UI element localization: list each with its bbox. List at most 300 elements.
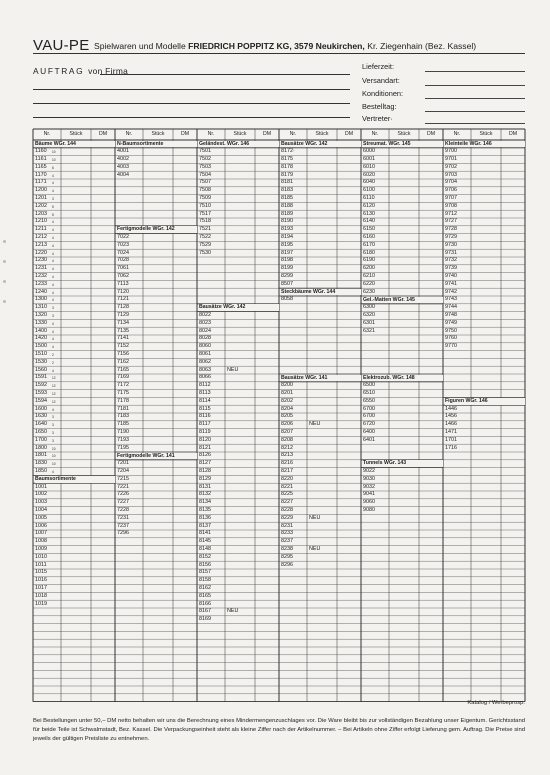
article-number: 6300 bbox=[363, 304, 375, 311]
article-number: 1015 bbox=[35, 569, 47, 576]
column-header-dm: DM bbox=[508, 131, 518, 137]
article-number: 1716 bbox=[445, 444, 457, 451]
article-number: 7165 bbox=[117, 366, 129, 373]
article-number: 8119 bbox=[199, 429, 211, 435]
article-number: 7190 bbox=[117, 429, 129, 435]
article-number: 1171 bbox=[35, 179, 47, 186]
article-number: 8135 bbox=[199, 507, 211, 513]
article-number: 7228 bbox=[117, 507, 129, 513]
article-number: 1220 bbox=[35, 249, 47, 256]
column-header-stueck: Stück bbox=[397, 131, 411, 137]
column-header-stueck: Stück bbox=[69, 131, 83, 137]
column-header-stueck: Stück bbox=[151, 131, 165, 137]
article-number: 8141 bbox=[199, 530, 211, 537]
article-number: 1600 bbox=[35, 405, 47, 412]
brand-name: VAU-PE bbox=[33, 37, 90, 54]
article-number: 1017 bbox=[35, 585, 47, 591]
article-number: 7121 bbox=[117, 296, 129, 303]
article-number: 8228 bbox=[281, 507, 293, 513]
article-number: 1830 bbox=[35, 460, 47, 467]
section-header: N-Baumsortimente bbox=[117, 141, 197, 148]
article-number: 9744 bbox=[445, 304, 457, 311]
article-number: 9739 bbox=[445, 265, 457, 272]
article-number: 8115 bbox=[199, 405, 211, 412]
article-number: 7061 bbox=[117, 265, 129, 272]
article-number: 7215 bbox=[117, 475, 129, 482]
section-header: Bausätze WGr. 142 bbox=[199, 304, 279, 311]
article-number: 8066 bbox=[199, 374, 211, 381]
article-number: 9742 bbox=[445, 288, 457, 295]
section-header: Baumsortimente bbox=[35, 476, 115, 483]
article-number: 7128 bbox=[117, 304, 129, 311]
article-number: 1630 bbox=[35, 413, 47, 420]
column-header-stueck: Stück bbox=[479, 131, 493, 137]
article-number: 4002 bbox=[117, 156, 129, 162]
article-number: 8189 bbox=[281, 210, 293, 217]
packaging-unit: 4 bbox=[52, 329, 54, 334]
article-number: 7510 bbox=[199, 202, 211, 209]
order-field-label: Lieferzeit: bbox=[362, 62, 395, 71]
article-number: 8213 bbox=[281, 452, 293, 459]
article-number: 8162 bbox=[199, 585, 211, 591]
article-number: 8134 bbox=[199, 499, 211, 506]
section-header: Figuren WGr. 146 bbox=[445, 398, 525, 405]
article-number: 6220 bbox=[363, 280, 375, 287]
article-number: 7518 bbox=[199, 218, 211, 225]
article-number: 9703 bbox=[445, 171, 457, 178]
article-number: 8165 bbox=[199, 592, 211, 599]
section-header: Bausätze WGr. 141 bbox=[281, 375, 361, 382]
article-number: 7113 bbox=[117, 280, 129, 287]
packaging-unit: 5 bbox=[52, 212, 54, 217]
section-header: Geländest. WGr. 146 bbox=[199, 141, 279, 148]
packaging-unit: 4 bbox=[52, 337, 54, 342]
article-number: 8175 bbox=[281, 156, 293, 162]
article-number: 1232 bbox=[35, 273, 47, 279]
article-number: 7178 bbox=[117, 397, 129, 404]
packaging-unit: 4 bbox=[52, 181, 54, 186]
terms-text: Bei Bestellungen unter 50,– DM netto behalten wir uns die Berechnung eines Mindermengenzuschlages vor. Die Ware bleibt bis zur vollständigen Bezahlung unser Eigentum. Gerichtsstand für beide Teile ist Schwalmstadt, Bez. Kassel. Die Verpackungseinheit steht als kleine Ziffer nach der Artikelnummer. – Bei Artikeln ohne Ziffer erfolgt Lieferung gem. Auftrag. Die Preise sind jeweils der gültigen Preisliste zu entnehmen. bbox=[33, 718, 525, 742]
article-number: 6040 bbox=[363, 179, 375, 186]
article-number: 6000 bbox=[363, 148, 375, 155]
article-number: 6130 bbox=[363, 210, 375, 217]
article-number: 8129 bbox=[199, 475, 211, 482]
article-number: 8299 bbox=[281, 273, 293, 279]
article-number: 6140 bbox=[363, 218, 375, 225]
article-number: 9740 bbox=[445, 273, 457, 279]
article-number: 8156 bbox=[199, 561, 211, 568]
article-number: 8202 bbox=[281, 397, 293, 404]
column-header-dm: DM bbox=[262, 131, 272, 137]
article-number: 1700 bbox=[35, 436, 47, 443]
order-field-label: Versandart: bbox=[362, 76, 400, 85]
article-number: 8120 bbox=[199, 436, 211, 443]
article-number: 1800 bbox=[35, 444, 47, 451]
punch-mark bbox=[3, 280, 6, 283]
article-number: 1701 bbox=[445, 436, 457, 443]
packaging-unit: 3 bbox=[52, 314, 54, 318]
article-number: 7172 bbox=[117, 382, 129, 389]
article-number: 9704 bbox=[445, 179, 457, 186]
article-number: 7507 bbox=[199, 179, 211, 186]
article-number: 7120 bbox=[117, 288, 129, 295]
article-number: 1161 bbox=[35, 156, 47, 162]
packaging-unit: 4 bbox=[52, 189, 54, 194]
article-number: 8117 bbox=[199, 421, 211, 428]
article-number: 9748 bbox=[445, 312, 457, 318]
subtitle-company: FRIEDRICH POPPITZ KG, 3579 Neukirchen, bbox=[188, 41, 365, 51]
article-number: 7502 bbox=[199, 156, 211, 162]
article-number: 7522 bbox=[199, 234, 211, 240]
article-number: 6010 bbox=[363, 163, 375, 170]
packaging-unit: 4 bbox=[52, 298, 54, 303]
article-number: 8136 bbox=[199, 514, 211, 521]
article-number: 8113 bbox=[199, 390, 211, 396]
article-number: 8208 bbox=[281, 436, 293, 443]
article-number: 8227 bbox=[281, 499, 293, 506]
packaging-unit: 10 bbox=[52, 446, 56, 451]
packaging-unit: 12 bbox=[52, 376, 56, 381]
article-number: 1001 bbox=[35, 483, 47, 490]
article-number: 1213 bbox=[35, 241, 47, 248]
article-number: 9732 bbox=[445, 257, 457, 264]
article-number: 8028 bbox=[199, 335, 211, 342]
article-number: 9080 bbox=[363, 507, 375, 513]
article-number: 1400 bbox=[35, 327, 47, 334]
article-number: 6400 bbox=[363, 429, 375, 435]
article-number: 8116 bbox=[199, 413, 211, 420]
article-number: 6160 bbox=[363, 234, 375, 240]
packaging-unit: 3 bbox=[52, 423, 54, 428]
article-number: 6510 bbox=[363, 390, 375, 396]
article-number: 1019 bbox=[35, 600, 47, 607]
article-number: 1471 bbox=[445, 429, 457, 435]
article-number: 7152 bbox=[117, 343, 129, 350]
article-number: 7237 bbox=[117, 522, 129, 529]
section-header: Bäume WGr. 144 bbox=[35, 141, 115, 148]
article-number: 7530 bbox=[199, 249, 211, 256]
packaging-unit: 2 bbox=[52, 360, 54, 365]
punch-mark bbox=[3, 300, 6, 303]
article-number: 6700 bbox=[363, 413, 375, 420]
article-number: 7141 bbox=[117, 335, 129, 342]
packaging-unit: 3 bbox=[52, 431, 54, 435]
article-number: 9708 bbox=[445, 202, 457, 209]
column-header-dm: DM bbox=[426, 131, 436, 137]
article-number: 8183 bbox=[281, 187, 293, 194]
column-header-nr: Nr. bbox=[371, 131, 379, 137]
article-number: 1011 bbox=[35, 561, 47, 568]
new-badge: NEU bbox=[309, 421, 321, 428]
article-number: 9730 bbox=[445, 241, 457, 248]
column-header-nr: Nr. bbox=[125, 131, 133, 137]
packaging-unit: 4 bbox=[52, 236, 54, 240]
packaging-unit: 5 bbox=[52, 204, 54, 209]
article-number: 8193 bbox=[281, 226, 293, 233]
article-number: 8061 bbox=[199, 351, 211, 357]
article-number: 8169 bbox=[199, 616, 211, 623]
article-number: 1211 bbox=[35, 226, 47, 233]
article-number: 8237 bbox=[281, 538, 293, 545]
packaging-unit: 2 bbox=[52, 353, 54, 357]
article-number: 8166 bbox=[199, 600, 211, 607]
article-number: 7296 bbox=[117, 530, 129, 537]
packaging-unit: 4 bbox=[52, 321, 54, 326]
article-number: 8024 bbox=[199, 327, 211, 334]
von-firma-label: von Firma bbox=[88, 66, 129, 76]
article-number: 7231 bbox=[117, 514, 129, 521]
article-number: 8131 bbox=[199, 483, 211, 490]
article-number: 1233 bbox=[35, 280, 47, 287]
article-number: 7504 bbox=[199, 171, 211, 178]
order-field-label: Vertreter· bbox=[362, 114, 393, 123]
article-number: 1801 bbox=[35, 452, 47, 459]
article-number: 1593 bbox=[35, 390, 47, 396]
article-number: 1005 bbox=[35, 514, 47, 521]
column-header-nr: Nr. bbox=[207, 131, 215, 137]
article-number: 1330 bbox=[35, 319, 47, 326]
column-header-dm: DM bbox=[180, 131, 190, 137]
article-number: 7521 bbox=[199, 226, 211, 233]
article-number: 7028 bbox=[117, 257, 129, 264]
packaging-unit: 4 bbox=[52, 228, 54, 233]
section-header: Steckbäume WGr. 144 bbox=[281, 289, 361, 296]
article-number: 1500 bbox=[35, 343, 47, 350]
article-number: 7221 bbox=[117, 483, 129, 490]
article-number: 6700 bbox=[363, 405, 375, 412]
article-number: 1008 bbox=[35, 538, 47, 545]
punch-mark bbox=[3, 260, 6, 263]
article-number: 8194 bbox=[281, 234, 293, 240]
article-number: 9728 bbox=[445, 226, 457, 233]
article-number: 1650 bbox=[35, 429, 47, 435]
new-badge: NEU bbox=[227, 366, 239, 373]
packaging-unit: 4 bbox=[52, 251, 54, 256]
article-number: 7517 bbox=[199, 210, 211, 217]
article-number: 6190 bbox=[363, 257, 375, 264]
article-number: 6200 bbox=[363, 265, 375, 272]
packaging-unit: 3 bbox=[52, 197, 54, 201]
article-number: 1456 bbox=[445, 413, 457, 420]
section-header: Tunnels WGr. 143 bbox=[363, 460, 443, 467]
article-number: 6100 bbox=[363, 187, 375, 194]
article-number: 8195 bbox=[281, 241, 293, 248]
packaging-unit: 4 bbox=[52, 220, 54, 225]
article-number: 1560 bbox=[35, 366, 47, 373]
subtitle-suffix: Kr. Ziegenhain (Bez. Kassel) bbox=[367, 41, 477, 51]
section-header: Fertigmodelle WGr. 142 bbox=[117, 226, 197, 233]
article-number: 8207 bbox=[281, 429, 293, 435]
article-number: 7024 bbox=[117, 249, 129, 256]
article-number: 8179 bbox=[281, 171, 293, 178]
article-number: 8220 bbox=[281, 475, 293, 482]
packaging-unit: 4 bbox=[52, 259, 54, 264]
article-number: 9702 bbox=[445, 163, 457, 170]
article-number: 8178 bbox=[281, 163, 293, 170]
article-number: 9731 bbox=[445, 249, 457, 256]
column-header-dm: DM bbox=[344, 131, 354, 137]
article-number: 1230 bbox=[35, 257, 47, 264]
article-number: 1003 bbox=[35, 499, 47, 506]
article-number: 1007 bbox=[35, 530, 47, 537]
article-number: 6500 bbox=[363, 382, 375, 389]
article-number: 8212 bbox=[281, 444, 293, 451]
article-number: 1530 bbox=[35, 358, 47, 365]
article-number: 7156 bbox=[117, 351, 129, 357]
article-number: 8181 bbox=[281, 179, 293, 186]
article-number: 8062 bbox=[199, 358, 211, 365]
packaging-unit: 10 bbox=[52, 462, 56, 467]
article-number: 6301 bbox=[363, 319, 375, 326]
article-number: 9741 bbox=[445, 280, 457, 287]
article-number: 8238 bbox=[281, 546, 293, 552]
packaging-unit: 12 bbox=[52, 384, 56, 389]
article-number: 7503 bbox=[199, 163, 211, 170]
article-number: 8225 bbox=[281, 491, 293, 498]
article-number: 9030 bbox=[363, 475, 375, 482]
article-number: 1592 bbox=[35, 382, 47, 389]
article-number: 9060 bbox=[363, 499, 375, 506]
article-number: 8152 bbox=[199, 553, 211, 560]
article-number: 8216 bbox=[281, 460, 293, 467]
order-field-label: Bestelltag: bbox=[362, 102, 397, 111]
article-number: 8198 bbox=[281, 257, 293, 264]
catalog-note: Katalog / Werbeprosp. bbox=[467, 700, 525, 706]
article-number: 9706 bbox=[445, 187, 457, 194]
article-number: 1210 bbox=[35, 218, 47, 225]
article-number: 8172· bbox=[281, 148, 295, 155]
article-number: 7023 bbox=[117, 241, 129, 248]
article-number: 9701 bbox=[445, 156, 457, 162]
punch-mark bbox=[3, 240, 6, 243]
article-number: 7181 bbox=[117, 405, 129, 412]
article-number: 9727 bbox=[445, 218, 457, 225]
article-number: 1002 bbox=[35, 491, 47, 498]
article-number: 7193 bbox=[117, 436, 129, 443]
article-number: 6150 bbox=[363, 226, 375, 233]
article-number: 9700 bbox=[445, 148, 457, 155]
article-number: 1466 bbox=[445, 421, 457, 428]
packaging-unit: 3 bbox=[52, 306, 54, 311]
article-number: 1446 bbox=[445, 405, 457, 412]
packaging-unit: 3 bbox=[52, 415, 54, 420]
article-number: 8023 bbox=[199, 319, 211, 326]
packaging-unit: 12 bbox=[52, 392, 56, 396]
article-number: 6210 bbox=[363, 273, 375, 279]
article-number: 8121 bbox=[199, 444, 211, 451]
article-number: 8507 bbox=[281, 280, 293, 287]
article-number: 7201 bbox=[117, 460, 129, 467]
article-number: 1016 bbox=[35, 577, 47, 584]
article-number: 7204 bbox=[117, 468, 129, 474]
article-number: 7135 bbox=[117, 327, 129, 334]
article-number: 8229 bbox=[281, 514, 293, 521]
article-number: 8148 bbox=[199, 546, 211, 552]
article-number: 7175 bbox=[117, 390, 129, 396]
article-number: 8112 bbox=[199, 382, 211, 389]
article-number: 7529 bbox=[199, 241, 211, 248]
article-number: 8206 bbox=[281, 421, 293, 428]
article-number: 1170 bbox=[35, 171, 47, 178]
column-header-stueck: Stück bbox=[233, 131, 247, 137]
packaging-unit: 4 bbox=[52, 368, 54, 373]
article-number: 8231 bbox=[281, 522, 293, 529]
article-number: 1160 bbox=[35, 148, 47, 155]
column-header-nr: Nr. bbox=[43, 131, 51, 137]
article-number: 8127 bbox=[199, 460, 211, 467]
article-number: 6110 bbox=[363, 195, 375, 201]
packaging-unit: 3 bbox=[52, 438, 54, 443]
article-number: 6001 bbox=[363, 156, 375, 162]
article-number: 6321 bbox=[363, 327, 375, 334]
article-number: 1201 bbox=[35, 195, 47, 201]
article-number: 7169 bbox=[117, 374, 129, 381]
article-number: 9770 bbox=[445, 343, 457, 350]
article-number: 1231 bbox=[35, 265, 47, 272]
article-number: 9032 bbox=[363, 483, 375, 490]
article-number: 8132 bbox=[199, 491, 211, 498]
article-number: 8197 bbox=[281, 249, 293, 256]
article-number: 1009 bbox=[35, 546, 47, 552]
column-header-nr: Nr. bbox=[453, 131, 461, 137]
article-number: 7134 bbox=[117, 319, 129, 326]
new-badge: NEU bbox=[227, 608, 239, 615]
article-number: 1420 bbox=[35, 335, 47, 342]
article-number: 1004 bbox=[35, 507, 47, 513]
article-number: 4003 bbox=[117, 163, 129, 170]
article-number: 9707 bbox=[445, 195, 457, 201]
article-number: 7227 bbox=[117, 499, 129, 506]
new-badge: NEU bbox=[309, 514, 321, 521]
article-number: 8296 bbox=[281, 561, 293, 568]
packaging-unit: 6 bbox=[52, 165, 54, 170]
article-number: 4004 bbox=[117, 171, 129, 178]
section-header: Bausätze WGr. 142 bbox=[281, 141, 361, 148]
article-number: 8114 bbox=[199, 397, 211, 404]
article-number: 8205 bbox=[281, 413, 293, 420]
article-number: 9760 bbox=[445, 335, 457, 342]
article-number: 1640 bbox=[35, 421, 47, 428]
article-number: 9750 bbox=[445, 327, 457, 334]
article-number: 8137 bbox=[199, 522, 211, 529]
order-field-label: Konditionen: bbox=[362, 89, 404, 98]
packaging-unit: 10 bbox=[52, 158, 56, 162]
article-number: 1212 bbox=[35, 234, 47, 240]
article-number: 1202 bbox=[35, 202, 47, 209]
packaging-unit: 4 bbox=[52, 243, 54, 248]
article-number: 7508 bbox=[199, 187, 211, 194]
packaging-unit: 4 bbox=[52, 173, 54, 178]
article-number: 9712 bbox=[445, 210, 457, 217]
article-number: 9749 bbox=[445, 319, 457, 326]
article-number: 4001 bbox=[117, 148, 129, 155]
article-number: 1300 bbox=[35, 296, 47, 303]
article-number: 8200 bbox=[281, 382, 293, 389]
article-number: 8145 bbox=[199, 538, 211, 545]
article-number: 9729 bbox=[445, 234, 457, 240]
article-number: 9022 bbox=[363, 468, 375, 474]
article-number: 1018 bbox=[35, 592, 47, 599]
article-number: 7162 bbox=[117, 358, 129, 365]
packaging-unit: 4 bbox=[52, 345, 54, 350]
article-number: 7062 bbox=[117, 273, 129, 279]
section-header: Gel.-Matten WGr. 145 bbox=[363, 297, 443, 304]
article-number: 8063 bbox=[199, 366, 211, 373]
article-number: 7129 bbox=[117, 312, 129, 318]
article-number: 1010 bbox=[35, 553, 47, 560]
article-number: 7022 bbox=[117, 234, 129, 240]
article-number: 8204 bbox=[281, 405, 293, 412]
